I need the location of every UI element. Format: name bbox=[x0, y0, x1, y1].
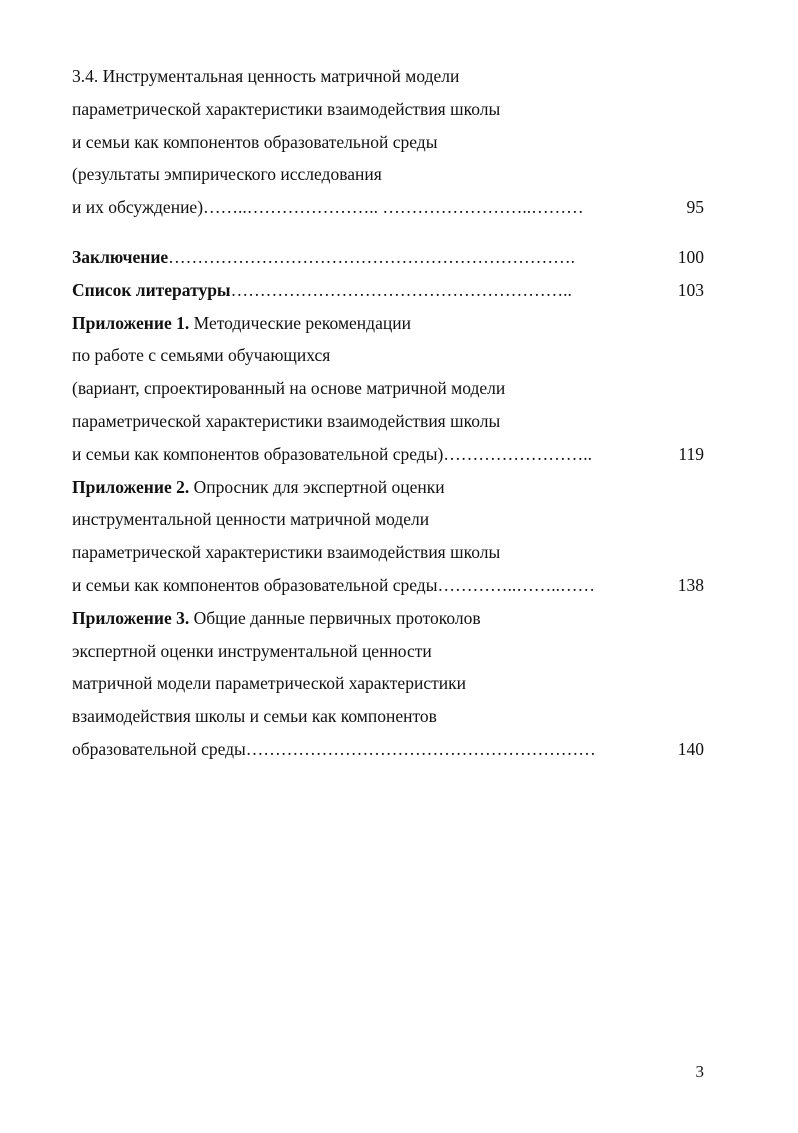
toc-line: параметрической характеристики взаимодействия школы bbox=[72, 98, 501, 119]
toc-line: экспертной оценки инструментальной ценности bbox=[72, 640, 432, 661]
section-gap bbox=[72, 224, 708, 241]
toc-entry-appendix-3[interactable] bbox=[72, 602, 708, 766]
toc-line: 3.4. Инструментальная ценность матричной модели bbox=[72, 66, 460, 86]
toc-leader-dots: ……………………………………………………………. bbox=[168, 246, 576, 267]
toc-entry-appendix-2[interactable] bbox=[72, 471, 708, 602]
toc-entry-title: Заключение bbox=[72, 246, 169, 267]
toc-line bbox=[72, 438, 708, 471]
toc-entry-title: Список литературы bbox=[72, 279, 231, 300]
toc-line: взаимодействия школы и семьи как компонентов bbox=[72, 706, 437, 727]
toc-line: параметрической характеристики взаимодействия школы bbox=[72, 410, 501, 431]
toc-line bbox=[72, 471, 708, 504]
page-number: 3 bbox=[695, 1062, 704, 1081]
toc-line-text: и их обсуждение)……..………………….. ……………………..……… bbox=[72, 197, 584, 218]
toc-line-text: и семьи как компонентов образовательной среды…………..……..…… bbox=[72, 574, 595, 595]
table-of-contents bbox=[72, 60, 708, 766]
toc-entry-title: Приложение 1. bbox=[72, 312, 190, 333]
toc-page-number: 138 bbox=[677, 574, 704, 595]
toc-page-number: 103 bbox=[677, 279, 704, 300]
toc-line-text: Методические рекомендации bbox=[189, 312, 411, 333]
toc-line: параметрической характеристики взаимодействия школы bbox=[72, 542, 501, 563]
toc-entry-title: Приложение 2. bbox=[72, 476, 190, 497]
toc-page-number: 140 bbox=[677, 738, 704, 759]
toc-entry-appendix-1[interactable] bbox=[72, 307, 708, 471]
toc-line: и семьи как компонентов образовательной среды bbox=[72, 131, 438, 152]
toc-line-text: образовательной среды…………………………………………………… bbox=[72, 738, 596, 759]
toc-line: матричной модели параметрической характеристики bbox=[72, 673, 466, 694]
toc-page-number: 100 bbox=[677, 246, 704, 267]
toc-page-number: 95 bbox=[686, 197, 704, 218]
toc-line: (вариант, спроектированный на основе матричной модели bbox=[72, 378, 506, 399]
toc-entry-3-4[interactable] bbox=[72, 60, 708, 224]
toc-line: (результаты эмпирического исследования bbox=[72, 164, 382, 185]
toc-line bbox=[72, 733, 708, 766]
toc-line bbox=[72, 602, 708, 635]
toc-entry-title: Приложение 3. bbox=[72, 607, 190, 628]
toc-line-text: и семьи как компонентов образовательной среды)…………………….. bbox=[72, 443, 593, 464]
toc-line bbox=[72, 307, 708, 340]
toc-line-text: Общие данные первичных протоколов bbox=[189, 607, 481, 628]
toc-line bbox=[72, 191, 708, 224]
toc-leader-dots: ………………………………………………….. bbox=[230, 279, 572, 300]
toc-line: по работе с семьями обучающихся bbox=[72, 345, 331, 366]
toc-line bbox=[72, 569, 708, 602]
toc-line: инструментальной ценности матричной модели bbox=[72, 509, 430, 530]
toc-entry-conclusion[interactable] bbox=[72, 241, 708, 274]
toc-page-number: 119 bbox=[678, 443, 704, 464]
toc-entry-references[interactable] bbox=[72, 274, 708, 307]
toc-line-text: Опросник для экспертной оценки bbox=[189, 476, 445, 497]
